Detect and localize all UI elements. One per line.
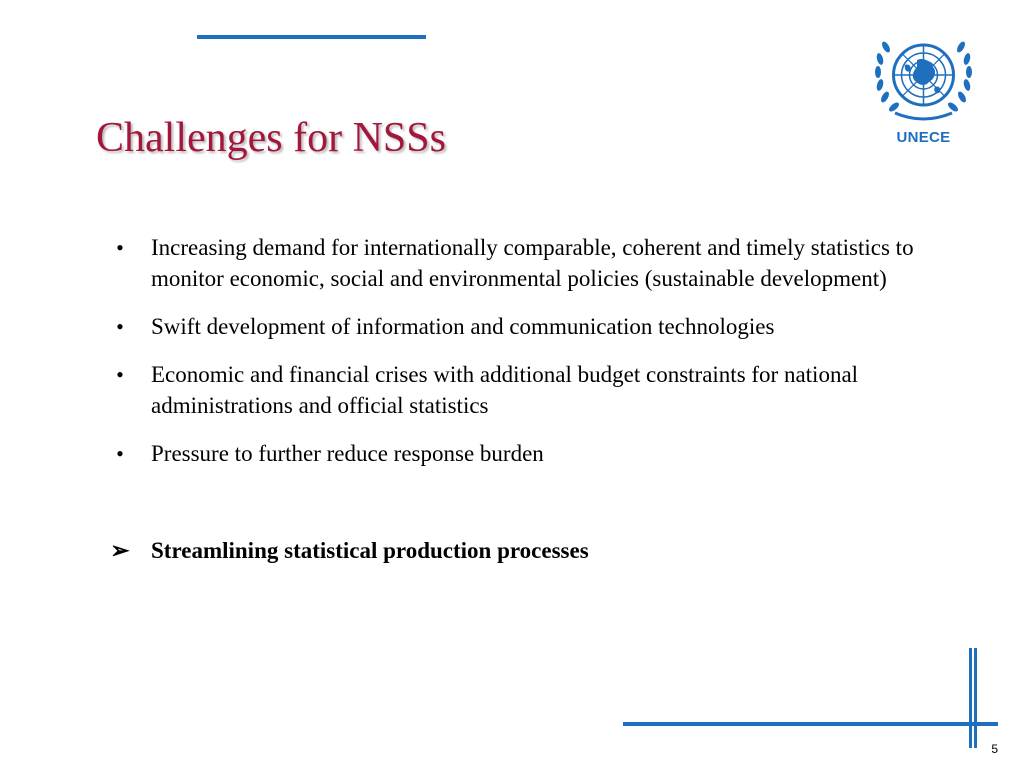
slide-title: Challenges for NSSs [96,115,446,161]
bullet-marker: • [116,235,124,260]
list-item [110,438,940,469]
bullet-list [110,232,940,486]
bullet-text: Increasing demand for internationally comparable, coherent and timely statistics to monitor economic, social and environmental policies (sustainable development) [151,235,914,291]
unece-logo [865,27,982,149]
list-item [110,311,940,342]
bullet-text: Pressure to further reduce response burden [151,441,544,466]
conclusion-text: Streamlining statistical production processes [151,538,589,563]
logo-label: UNECE [896,129,951,146]
conclusion-item [110,535,940,566]
arrow-bullet-icon: ➢ [110,538,130,563]
list-item [110,359,940,421]
un-emblem-icon [865,27,982,127]
footer-vertical-rule [969,648,972,748]
bullet-marker: • [116,314,124,339]
top-accent-rule [197,35,426,39]
footer-vertical-rule [974,648,977,748]
footer-horizontal-rule [623,722,998,726]
list-item [110,232,940,294]
page-number: 5 [991,742,998,756]
bullet-marker: • [116,362,124,387]
bullet-text: Swift development of information and communication technologies [151,314,775,339]
bullet-marker: • [116,441,124,466]
bullet-text: Economic and financial crises with additional budget constraints for national administrations and official statistics [151,362,859,418]
